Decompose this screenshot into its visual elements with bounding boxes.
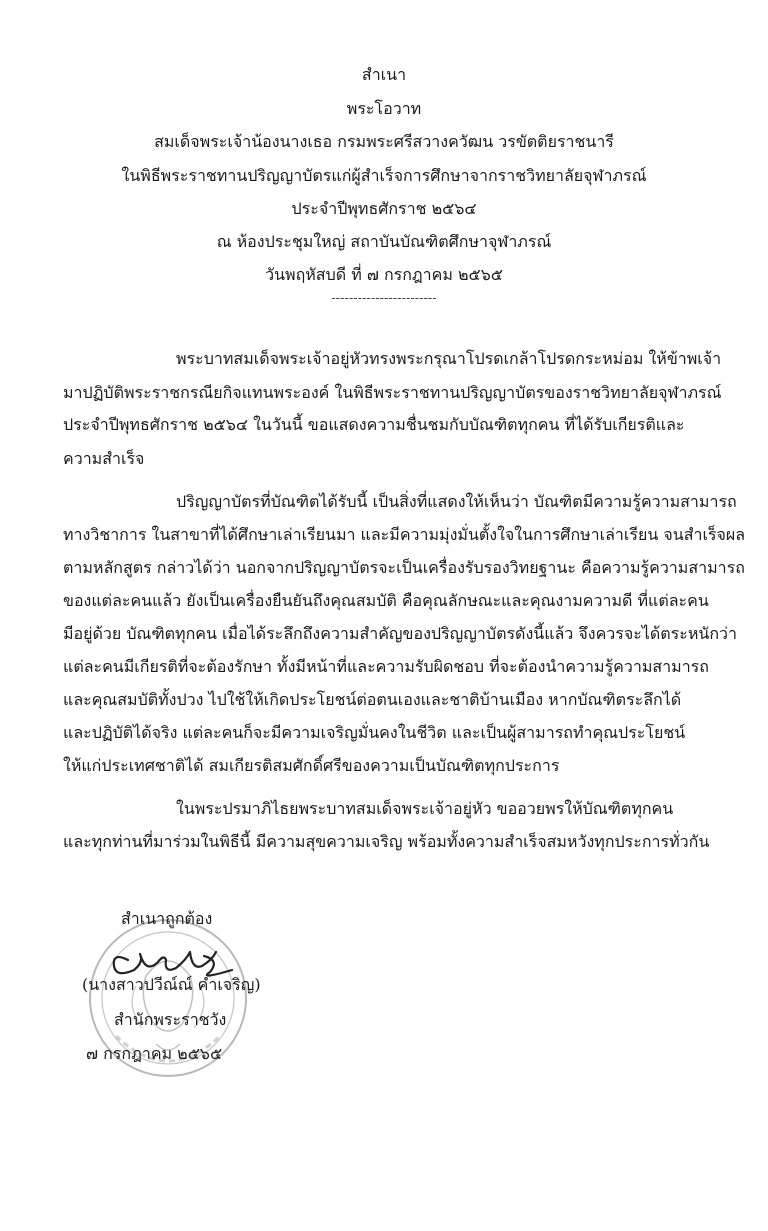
body-line: มาปฏิบัติพระราชกรณียกิจแทนพระองค์ ในพิธีพระราชทานปริญญาบัตรของราชวิทยาลัยจุฬาภรณ์ (63, 383, 722, 402)
header-line-venue: ณ ห้องประชุมใหญ่ สถาบันบัณฑิตศึกษาจุฬาภรณ์ (216, 232, 552, 251)
body-line: ทางวิชาการ ในสาขาที่ได้ศึกษาเล่าเรียนมา และมีความมุ่งมั่นตั้งใจในการศึกษาเล่าเรียน จนสำเร็จผล (63, 525, 746, 544)
body-line: ปริญญาบัตรที่บัณฑิตได้รับนี้ เป็นสิ่งที่แสดงให้เห็นว่า บัณฑิตมีความรู้ความสามารถ (176, 492, 737, 511)
header-separator: ------------------------ (331, 291, 437, 306)
body-line: ของแต่ละคนแล้ว ยังเป็นเครื่องยืนยันถึงคุณสมบัติ คือคุณลักษณะและคุณงามความดี ที่แต่ละคน (63, 591, 709, 610)
body-line: พระบาทสมเด็จพระเจ้าอยู่หัวทรงพระกรุณาโปรดเกล้าโปรดกระหม่อม ให้ข้าพเจ้า (176, 349, 722, 368)
header-line-copy: สำเนา (361, 65, 407, 84)
body-line: ประจำปีพุทธศักราช ๒๕๖๔ ในวันนี้ ขอแสดงความชื่นชมกับบัณฑิตทุกคน ที่ได้รับเกียรติและ (63, 415, 685, 434)
body-line: และคุณสมบัติทั้งปวง ไปใช้ให้เกิดประโยชน์ต่อตนเองและชาติบ้านเมือง หากบัณฑิตระลึกได้ (63, 690, 682, 709)
body-line: ในพระปรมาภิไธยพระบาทสมเด็จพระเจ้าอยู่หัว ขออวยพรให้บัณฑิตทุกคน (176, 799, 674, 818)
header-line-princess: สมเด็จพระเจ้าน้องนางเธอ กรมพระศรีสวางควัฒน วรขัตติยราชนารี (154, 132, 614, 151)
header-line-ceremony: ในพิธีพระราชทานปริญญาบัตรแก่ผู้สำเร็จการศึกษาจากราชวิทยาลัยจุฬาภรณ์ (121, 166, 647, 185)
certified-true-copy: สำเนาถูกต้อง (121, 909, 213, 928)
signed-date: ๗ กรกฎาคม ๒๕๖๕ (86, 1044, 223, 1063)
body-line: และทุกท่านที่มาร่วมในพิธีนี้ มีความสุขความเจริญ พร้อมทั้งความสำเร็จสมหวังทุกประการทั่วกัน (63, 832, 710, 851)
body-line: และปฏิบัติได้จริง แต่ละคนก็จะมีความเจริญมั่นคงในชีวิต และเป็นผู้สามารถทำคุณประโยชน์ (63, 723, 686, 742)
body-line: ความสำเร็จ (63, 449, 145, 468)
header-line-academic-year: ประจำปีพุทธศักราช ๒๕๖๔ (291, 199, 477, 218)
header-line-title: พระโอวาท (346, 99, 422, 118)
body-line: มีอยู่ด้วย บัณฑิตทุกคน เมื่อได้ระลึกถึงความสำคัญของปริญญาบัตรดังนี้แล้ว จึงควรจะได้ตระหนักว่า (63, 624, 737, 643)
header-line-date: วันพฤหัสบดี ที่ ๗ กรกฎาคม ๒๕๖๕ (265, 265, 503, 284)
body-line: ให้แก่ประเทศชาติได้ สมเกียรติสมศักดิ์ศรีของความเป็นบัณฑิตทุกประการ (63, 756, 560, 775)
body-line: แต่ละคนมีเกียรติที่จะต้องรักษา ทั้งมีหน้าที่และความรับผิดชอบ ที่จะต้องนำความรู้ความสามารถ (63, 657, 709, 676)
signer-office: สำนักพระราชวัง (114, 1010, 227, 1029)
signer-name: (นางสาวปวีณ์ณ์ คำเจริญ) (82, 975, 261, 994)
body-line: ตามหลักสูตร กล่าวได้ว่า นอกจากปริญญาบัตรจะเป็นเครื่องรับรองวิทยฐานะ คือความรู้ความสามารถ (63, 558, 745, 577)
